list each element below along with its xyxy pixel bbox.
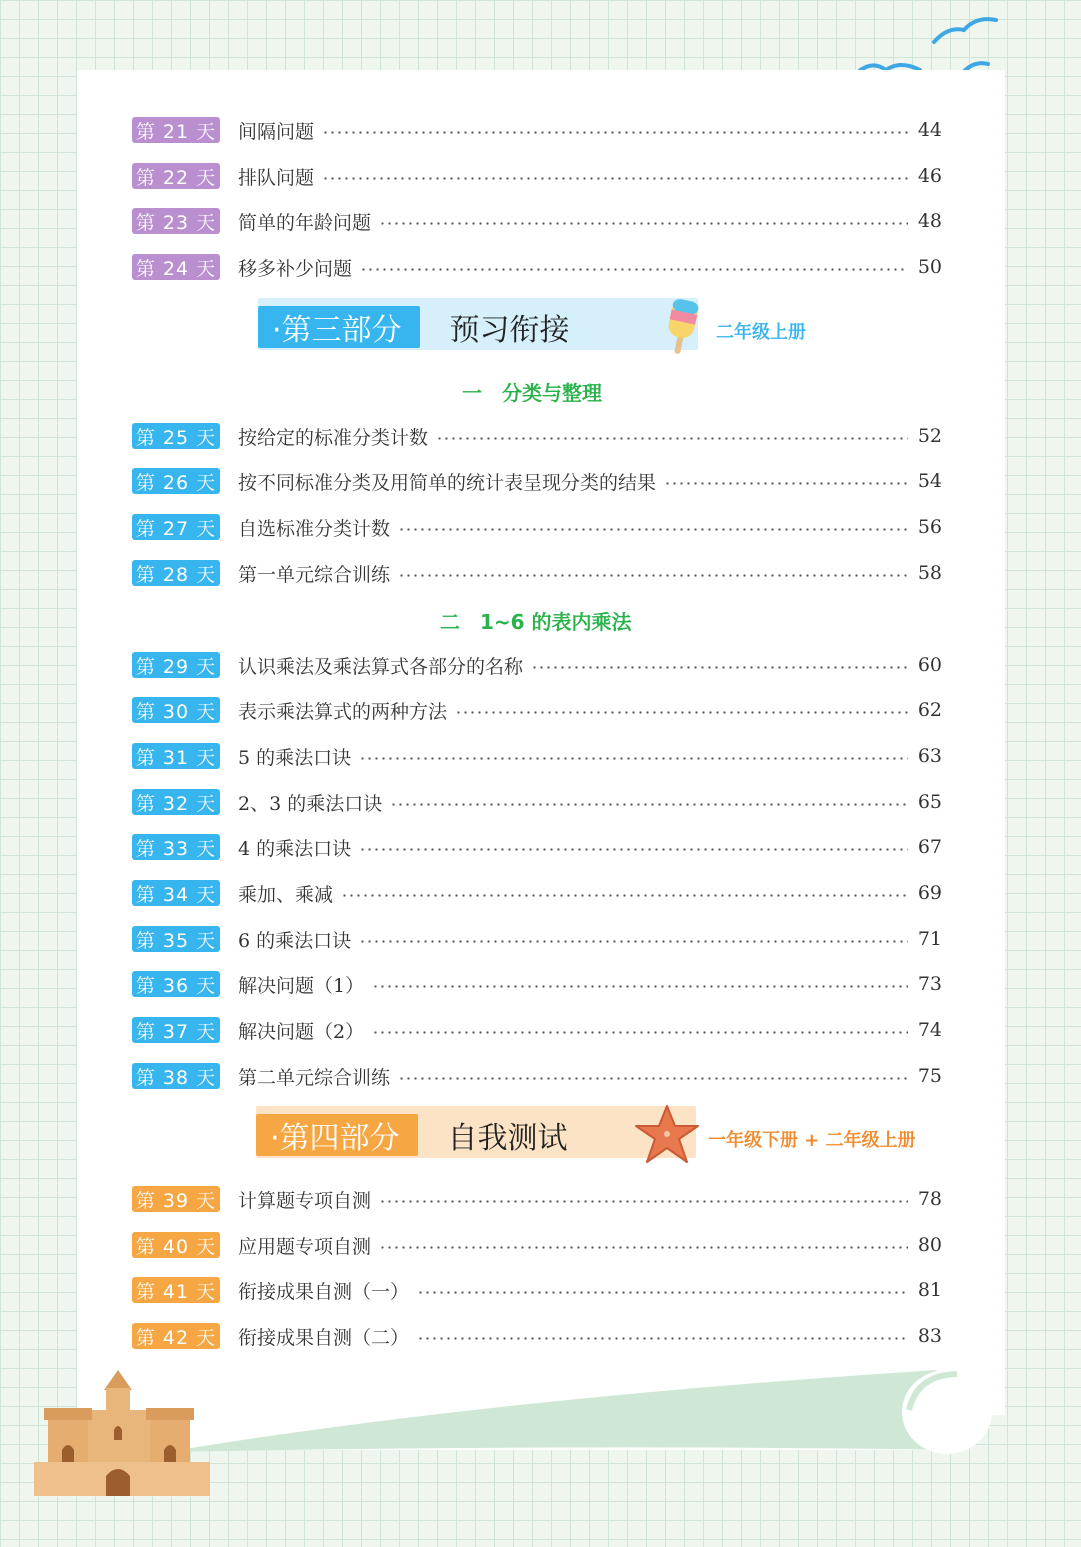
page-number: 46 — [917, 165, 942, 187]
dot-leader — [455, 711, 908, 714]
day-badge: 第 21 天 — [132, 117, 220, 143]
page-number: 56 — [917, 516, 942, 538]
day-badge: 第 27 天 — [132, 514, 220, 540]
part-grade: 一年级下册 + 二年级上册 — [708, 1130, 916, 1151]
part-tag: ·第四部分 — [256, 1114, 418, 1156]
entry-title: 第一单元综合训练 — [238, 563, 391, 586]
dot-leader — [531, 666, 908, 669]
entry-title: 移多补少问题 — [238, 257, 353, 280]
dot-leader — [390, 803, 908, 806]
entry-title: 排队问题 — [238, 166, 315, 189]
entry-title: 计算题专项自测 — [238, 1189, 372, 1212]
day-badge: 第 33 天 — [132, 834, 220, 860]
day-badge: 第 31 天 — [132, 743, 220, 769]
toc-entry[interactable] — [132, 116, 942, 144]
dot-leader — [436, 437, 908, 440]
toc-entry[interactable] — [132, 833, 942, 861]
page-number: 50 — [917, 256, 942, 278]
entry-title: 简单的年龄问题 — [238, 211, 372, 234]
entry-title: 解决问题（2） — [238, 1020, 365, 1043]
page-number: 83 — [917, 1325, 942, 1347]
entry-title: 间隔问题 — [238, 120, 315, 143]
section-heading: 二 1~6 的表内乘法 — [440, 610, 632, 634]
day-badge: 第 40 天 — [132, 1232, 220, 1258]
page-number: 52 — [917, 425, 942, 447]
dot-leader — [360, 268, 908, 271]
page-number: 62 — [917, 699, 942, 721]
page-number: 48 — [917, 210, 942, 232]
dot-leader — [322, 177, 908, 180]
part-tag: ·第三部分 — [258, 306, 420, 348]
dot-leader — [359, 757, 908, 760]
day-badge: 第 26 天 — [132, 468, 220, 494]
dot-leader — [359, 848, 908, 851]
dot-leader — [379, 222, 908, 225]
part-header — [256, 1110, 568, 1160]
day-badge: 第 22 天 — [132, 163, 220, 189]
page-number: 58 — [917, 562, 942, 584]
day-badge: 第 24 天 — [132, 254, 220, 280]
page-number: 44 — [917, 119, 942, 141]
part-grade: 二年级上册 — [716, 322, 806, 343]
dot-leader — [398, 574, 908, 577]
day-badge: 第 32 天 — [132, 789, 220, 815]
day-badge: 第 38 天 — [132, 1063, 220, 1089]
popsicle-icon — [664, 298, 704, 358]
page-number: 75 — [917, 1065, 942, 1087]
page-number: 65 — [917, 791, 942, 813]
day-badge: 第 36 天 — [132, 971, 220, 997]
toc-entry[interactable] — [132, 1016, 942, 1044]
dot-leader — [379, 1246, 908, 1249]
entry-title: 按不同标准分类及用简单的统计表呈现分类的结果 — [238, 471, 657, 494]
entry-title: 表示乘法算式的两种方法 — [238, 700, 448, 723]
entry-title: 乘加、乘减 — [238, 883, 334, 906]
page-number: 78 — [917, 1188, 942, 1210]
toc-entry[interactable] — [132, 970, 942, 998]
toc-entry[interactable] — [132, 925, 942, 953]
entry-title: 自选标准分类计数 — [238, 517, 391, 540]
page-number: 80 — [917, 1234, 942, 1256]
part-name: 自我测试 — [447, 1121, 568, 1156]
entry-title: 认识乘法及乘法算式各部分的名称 — [238, 655, 524, 678]
day-badge: 第 29 天 — [132, 652, 220, 678]
day-badge: 第 23 天 — [132, 208, 220, 234]
toc-entry[interactable] — [132, 1276, 942, 1304]
day-badge: 第 41 天 — [132, 1277, 220, 1303]
toc-entry[interactable] — [132, 651, 942, 679]
toc-entry[interactable] — [132, 207, 942, 235]
toc-entry[interactable] — [132, 1062, 942, 1090]
day-badge: 第 37 天 — [132, 1017, 220, 1043]
entry-title: 应用题专项自测 — [238, 1235, 372, 1258]
dot-leader — [341, 894, 908, 897]
dot-leader — [398, 1077, 908, 1080]
toc-entry[interactable] — [132, 696, 942, 724]
toc-entry[interactable] — [132, 162, 942, 190]
entry-title: 5 的乘法口诀 — [238, 746, 352, 769]
dot-leader — [398, 528, 908, 531]
dot-leader — [372, 985, 908, 988]
part-name: 预习衔接 — [449, 313, 570, 348]
page-number: 54 — [917, 470, 942, 492]
dot-leader — [372, 1031, 908, 1034]
day-badge: 第 25 天 — [132, 423, 220, 449]
toc-entry[interactable] — [132, 253, 942, 281]
starfish-icon — [634, 1104, 700, 1166]
toc-entry[interactable] — [132, 467, 942, 495]
toc-entry[interactable] — [132, 1322, 942, 1350]
day-badge: 第 35 天 — [132, 926, 220, 952]
page-curl-decoration — [77, 1340, 1017, 1490]
page-number: 69 — [917, 882, 942, 904]
day-badge: 第 30 天 — [132, 697, 220, 723]
dot-leader — [664, 482, 908, 485]
day-badge: 第 42 天 — [132, 1323, 220, 1349]
entry-title: 解决问题（1） — [238, 974, 365, 997]
page-number: 60 — [917, 654, 942, 676]
page-number: 73 — [917, 973, 942, 995]
day-badge: 第 39 天 — [132, 1186, 220, 1212]
entry-title: 2、3 的乘法口诀 — [238, 792, 383, 815]
page-number: 71 — [917, 928, 942, 950]
dot-leader — [417, 1291, 908, 1294]
dot-leader — [322, 131, 908, 134]
entry-title: 衔接成果自测（一） — [238, 1280, 410, 1303]
toc-entry[interactable] — [132, 742, 942, 770]
entry-title: 按给定的标准分类计数 — [238, 426, 429, 449]
section-heading: 一 分类与整理 — [462, 381, 602, 405]
entry-title: 4 的乘法口诀 — [238, 837, 352, 860]
dot-leader — [379, 1200, 908, 1203]
sandcastle-icon — [34, 1370, 214, 1500]
toc-entry[interactable] — [132, 513, 942, 541]
day-badge: 第 34 天 — [132, 880, 220, 906]
toc-entry[interactable] — [132, 788, 942, 816]
dot-leader — [359, 940, 908, 943]
day-badge: 第 28 天 — [132, 560, 220, 586]
entry-title: 6 的乘法口诀 — [238, 929, 352, 952]
page-number: 67 — [917, 836, 942, 858]
part-header — [258, 302, 570, 352]
entry-title: 衔接成果自测（二） — [238, 1326, 410, 1349]
page-number: 74 — [917, 1019, 942, 1041]
page-number: 81 — [917, 1279, 942, 1301]
toc-entry[interactable] — [132, 422, 942, 450]
toc-entry[interactable] — [132, 1185, 942, 1213]
entry-title: 第二单元综合训练 — [238, 1066, 391, 1089]
page-number: 63 — [917, 745, 942, 767]
toc-entry[interactable] — [132, 1231, 942, 1259]
toc-entry[interactable] — [132, 559, 942, 587]
dot-leader — [417, 1337, 908, 1340]
toc-entry[interactable] — [132, 879, 942, 907]
